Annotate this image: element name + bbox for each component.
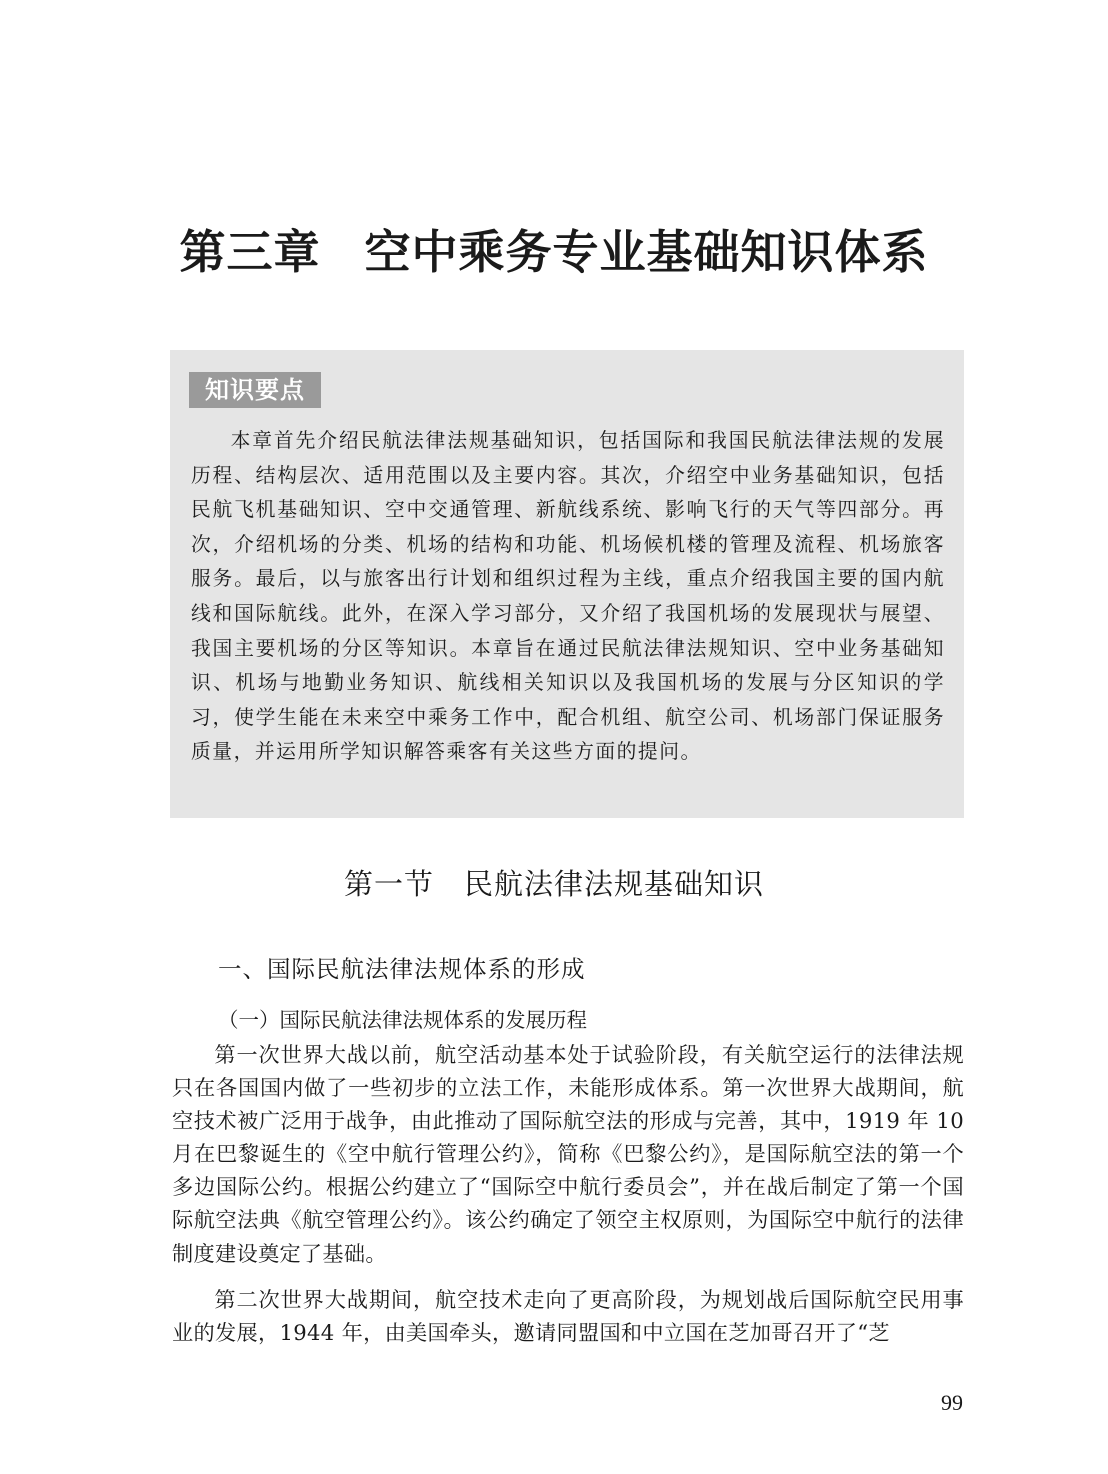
key-points-text: 本章首先介绍民航法律法规基础知识，包括国际和我国民航法律法规的发展历程、结构层次、适用范围以及主要内容。其次，介绍空中业务基础知识，包括民航飞机基础知识、空中交通管理、新航线系统、影响飞行的天气等四部分。再次，介绍机场的分类、机场的结构和功能、机场候机楼的管理及流程、机场旅客服务。最后，以与旅客出行计划和组织过程为主线，重点介绍我国主要的国内航线和国际航线。此外，在深入学习部分，又介绍了我国机场的发展现状与展望、我国主要机场的分区等知识。本章旨在通过民航法律法规知识、空中业务基础知识、机场与地勤业务知识、航线相关知识以及我国机场的发展与分区知识的学习，使学生能在未来空中乘务工作中，配合机组、航空公司、机场部门保证服务质量，并运用所学知识解答乘客有关这些方面的提问。 (191, 429, 945, 764)
subsubsection-heading: （一）国际民航法律法规体系的发展历程 (218, 1008, 587, 1032)
key-points-label: 知识要点 (189, 372, 321, 408)
chapter-title (0, 216, 1108, 282)
chapter-number: 第三章 (179, 225, 321, 279)
subsection-heading: 一、国际民航法律法规体系的形成 (218, 955, 586, 983)
key-points-box (170, 350, 964, 818)
chapter-name: 空中乘务专业基础知识体系 (364, 225, 929, 279)
section-number: 第一节 (343, 867, 434, 901)
page-number: 99 (941, 1390, 963, 1415)
section-name: 民航法律法规基础知识 (464, 867, 765, 901)
body-paragraph: 第二次世界大战期间，航空技术走向了更高阶段，为规划战后国际航空民用事业的发展，1944 年，由美国牵头，邀请同盟国和中立国在芝加哥召开了“芝 (172, 1287, 964, 1346)
section-title (0, 862, 1108, 903)
body-paragraph: 第一次世界大战以前，航空活动基本处于试验阶段，有关航空运行的法律法规只在各国国内做了一些初步的立法工作，未能形成体系。第一次世界大战期间，航空技术被广泛用于战争，由此推动了国际航空法的形成与完善，其中，1919 年 10 月在巴黎诞生的《空中航行管理公约》，简称《巴黎公约》，是国际航空法的第一个多边国际公约。根据公约建立了“国际空中航行委员会”，并在战后制定了第一个国际航空法典《航空管理公约》。该公约确定了领空主权原则，为国际空中航行的法律制度建设奠定了基础。 (172, 1042, 964, 1266)
